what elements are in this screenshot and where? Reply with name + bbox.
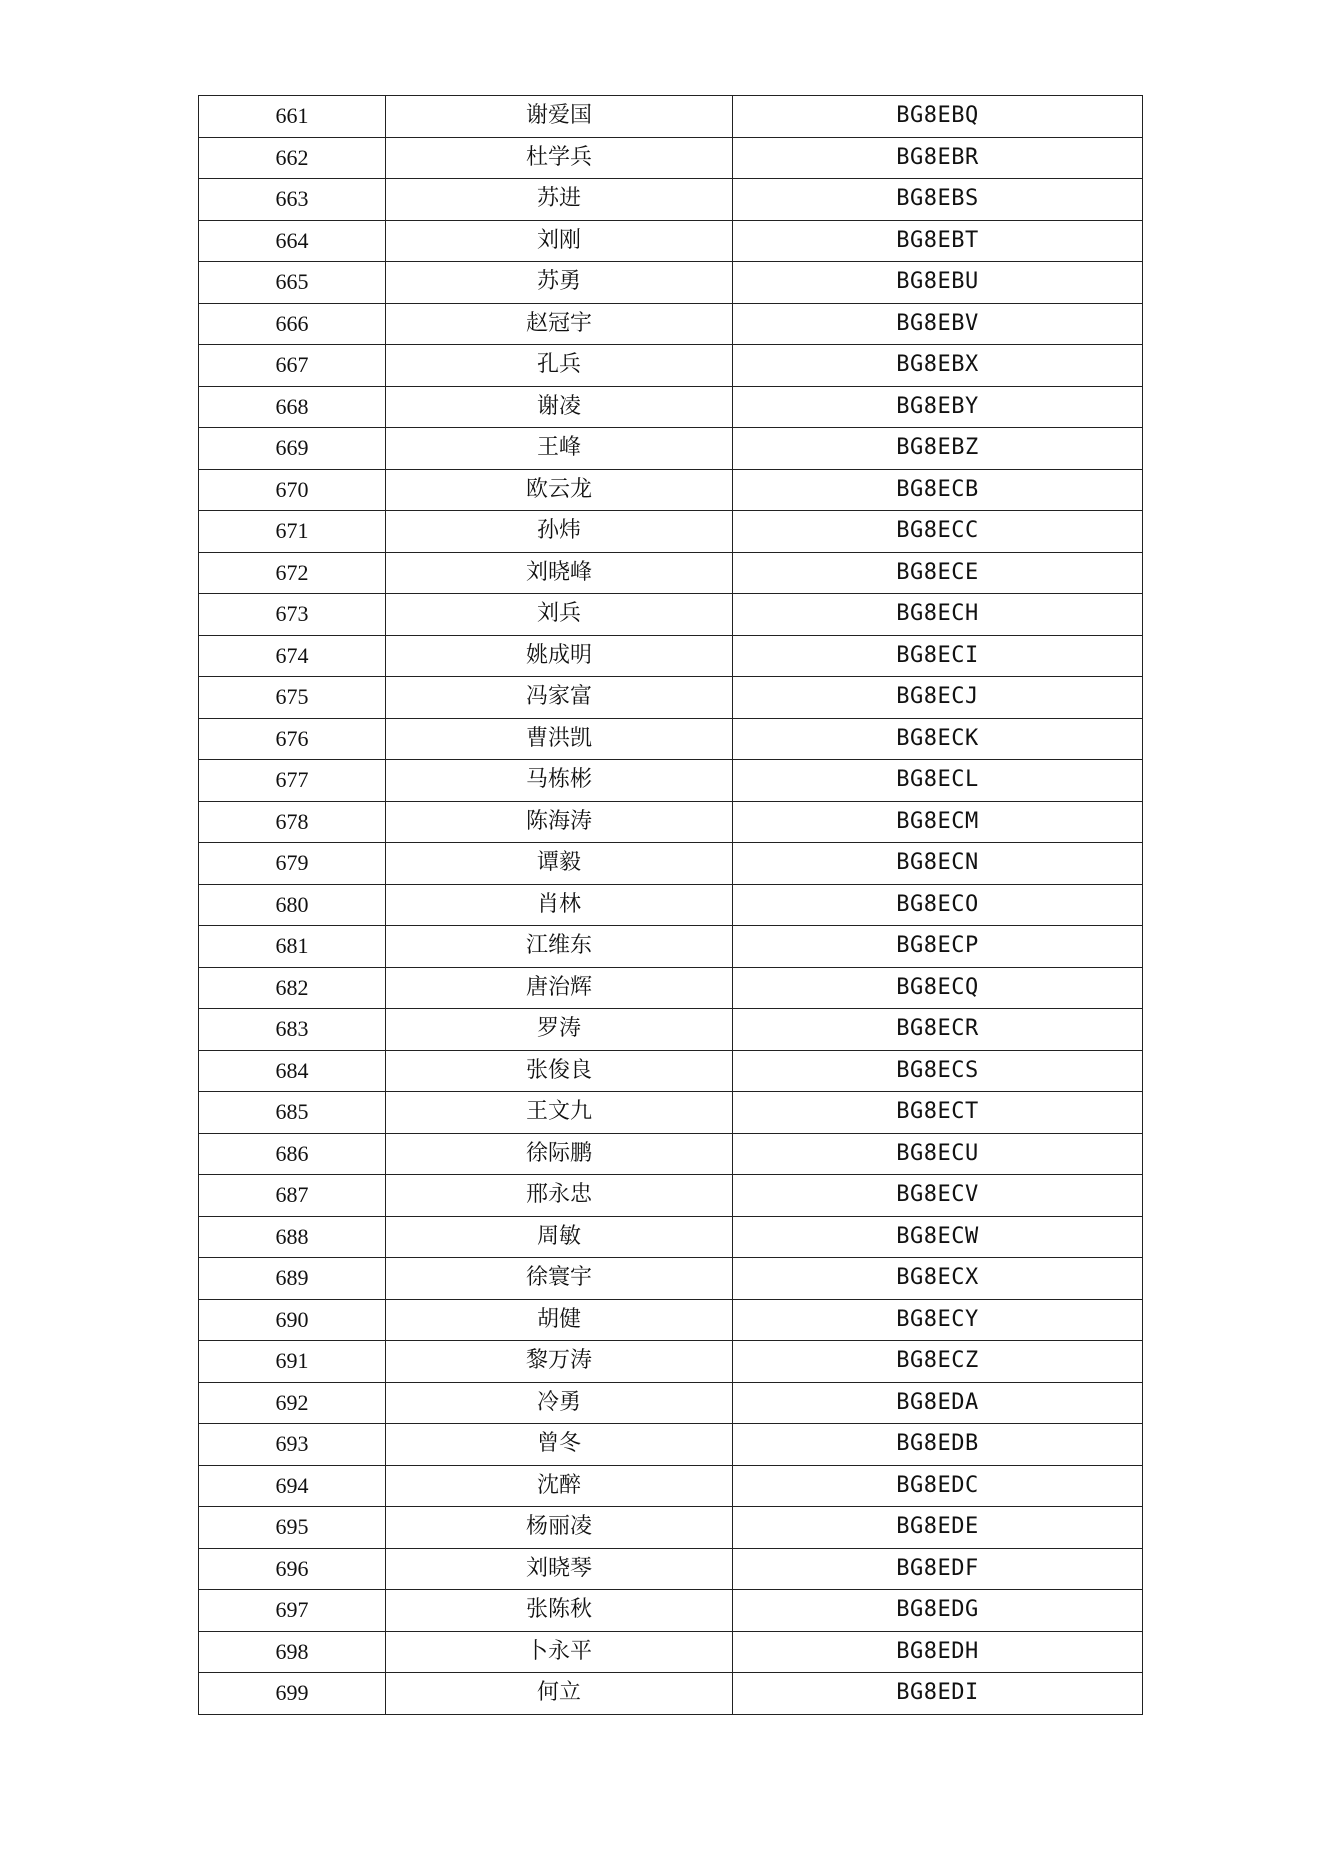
row-number: 667: [199, 345, 386, 387]
row-number: 685: [199, 1092, 386, 1134]
table-row: [199, 1175, 1143, 1217]
table-row: [199, 1424, 1143, 1466]
callsign: BG8ECZ: [733, 1341, 1143, 1383]
callsign: BG8ECH: [733, 594, 1143, 636]
table-row: [199, 1216, 1143, 1258]
person-name: 马栋彬: [386, 760, 733, 802]
table-row: [199, 1050, 1143, 1092]
person-name: 沈醉: [386, 1465, 733, 1507]
person-name: 刘兵: [386, 594, 733, 636]
callsign: BG8ECP: [733, 926, 1143, 968]
row-number: 671: [199, 511, 386, 553]
callsign: BG8ECQ: [733, 967, 1143, 1009]
callsign: BG8EBU: [733, 262, 1143, 304]
row-number: 694: [199, 1465, 386, 1507]
row-number: 670: [199, 469, 386, 511]
row-number: 672: [199, 552, 386, 594]
person-name: 杜学兵: [386, 137, 733, 179]
person-name: 徐际鹏: [386, 1133, 733, 1175]
person-name: 徐寰宇: [386, 1258, 733, 1300]
person-name: 刘刚: [386, 220, 733, 262]
table-row: [199, 428, 1143, 470]
table-row: [199, 469, 1143, 511]
callsign: BG8ECY: [733, 1299, 1143, 1341]
row-number: 668: [199, 386, 386, 428]
person-name: 谢凌: [386, 386, 733, 428]
table-row: [199, 179, 1143, 221]
table-row: [199, 1465, 1143, 1507]
callsign: BG8EBZ: [733, 428, 1143, 470]
person-name: 冷勇: [386, 1382, 733, 1424]
person-name: 杨丽凌: [386, 1507, 733, 1549]
table-row: [199, 1299, 1143, 1341]
row-number: 686: [199, 1133, 386, 1175]
table-row: [199, 1548, 1143, 1590]
table-row: [199, 1631, 1143, 1673]
row-number: 695: [199, 1507, 386, 1549]
row-number: 662: [199, 137, 386, 179]
table-row: [199, 677, 1143, 719]
row-number: 683: [199, 1009, 386, 1051]
callsign: BG8EBQ: [733, 96, 1143, 138]
callsign: BG8EBV: [733, 303, 1143, 345]
row-number: 681: [199, 926, 386, 968]
table-row: [199, 262, 1143, 304]
callsign: BG8EDG: [733, 1590, 1143, 1632]
row-number: 699: [199, 1673, 386, 1715]
callsign: BG8EDA: [733, 1382, 1143, 1424]
row-number: 698: [199, 1631, 386, 1673]
person-name: 刘晓琴: [386, 1548, 733, 1590]
row-number: 696: [199, 1548, 386, 1590]
person-name: 曾冬: [386, 1424, 733, 1466]
row-number: 680: [199, 884, 386, 926]
person-name: 罗涛: [386, 1009, 733, 1051]
person-name: 苏进: [386, 179, 733, 221]
table-row: [199, 1258, 1143, 1300]
table-row: [199, 345, 1143, 387]
person-name: 陈海涛: [386, 801, 733, 843]
callsign: BG8ECM: [733, 801, 1143, 843]
row-number: 673: [199, 594, 386, 636]
document-page: [198, 95, 1142, 1715]
person-name: 谭毅: [386, 843, 733, 885]
person-name: 冯家富: [386, 677, 733, 719]
callsign: BG8EBR: [733, 137, 1143, 179]
table-row: [199, 303, 1143, 345]
row-number: 684: [199, 1050, 386, 1092]
person-name: 曹洪凯: [386, 718, 733, 760]
callsign-table-body: [199, 96, 1143, 1715]
callsign: BG8EBS: [733, 179, 1143, 221]
callsign: BG8ECW: [733, 1216, 1143, 1258]
person-name: 肖林: [386, 884, 733, 926]
callsign: BG8ECS: [733, 1050, 1143, 1092]
row-number: 666: [199, 303, 386, 345]
row-number: 676: [199, 718, 386, 760]
table-row: [199, 220, 1143, 262]
callsign: BG8ECO: [733, 884, 1143, 926]
row-number: 689: [199, 1258, 386, 1300]
person-name: 唐治辉: [386, 967, 733, 1009]
table-row: [199, 760, 1143, 802]
callsign: BG8ECV: [733, 1175, 1143, 1217]
row-number: 669: [199, 428, 386, 470]
person-name: 赵冠宇: [386, 303, 733, 345]
row-number: 661: [199, 96, 386, 138]
table-row: [199, 1341, 1143, 1383]
row-number: 677: [199, 760, 386, 802]
person-name: 孔兵: [386, 345, 733, 387]
callsign: BG8ECJ: [733, 677, 1143, 719]
row-number: 678: [199, 801, 386, 843]
person-name: 王峰: [386, 428, 733, 470]
row-number: 665: [199, 262, 386, 304]
table-row: [199, 1092, 1143, 1134]
callsign: BG8EDE: [733, 1507, 1143, 1549]
table-row: [199, 1590, 1143, 1632]
callsign: BG8ECR: [733, 1009, 1143, 1051]
table-row: [199, 967, 1143, 1009]
table-row: [199, 137, 1143, 179]
callsign: BG8EDF: [733, 1548, 1143, 1590]
callsign: BG8ECI: [733, 635, 1143, 677]
row-number: 674: [199, 635, 386, 677]
person-name: 姚成明: [386, 635, 733, 677]
table-row: [199, 1133, 1143, 1175]
person-name: 黎万涛: [386, 1341, 733, 1383]
table-row: [199, 843, 1143, 885]
person-name: 张陈秋: [386, 1590, 733, 1632]
row-number: 697: [199, 1590, 386, 1632]
person-name: 江维东: [386, 926, 733, 968]
callsign: BG8EBY: [733, 386, 1143, 428]
callsign: BG8ECC: [733, 511, 1143, 553]
row-number: 691: [199, 1341, 386, 1383]
callsign: BG8EDC: [733, 1465, 1143, 1507]
row-number: 675: [199, 677, 386, 719]
callsign: BG8EBT: [733, 220, 1143, 262]
person-name: 张俊良: [386, 1050, 733, 1092]
row-number: 692: [199, 1382, 386, 1424]
table-row: [199, 718, 1143, 760]
callsign: BG8ECT: [733, 1092, 1143, 1134]
row-number: 693: [199, 1424, 386, 1466]
callsign: BG8ECU: [733, 1133, 1143, 1175]
person-name: 苏勇: [386, 262, 733, 304]
callsign: BG8ECB: [733, 469, 1143, 511]
person-name: 邢永忠: [386, 1175, 733, 1217]
table-row: [199, 511, 1143, 553]
table-row: [199, 1673, 1143, 1715]
table-row: [199, 884, 1143, 926]
person-name: 卜永平: [386, 1631, 733, 1673]
row-number: 679: [199, 843, 386, 885]
person-name: 周敏: [386, 1216, 733, 1258]
person-name: 胡健: [386, 1299, 733, 1341]
person-name: 谢爱国: [386, 96, 733, 138]
row-number: 663: [199, 179, 386, 221]
table-row: [199, 926, 1143, 968]
table-row: [199, 594, 1143, 636]
person-name: 何立: [386, 1673, 733, 1715]
callsign: BG8EDI: [733, 1673, 1143, 1715]
row-number: 688: [199, 1216, 386, 1258]
callsign-table: [198, 95, 1143, 1715]
callsign: BG8ECN: [733, 843, 1143, 885]
person-name: 欧云龙: [386, 469, 733, 511]
person-name: 刘晓峰: [386, 552, 733, 594]
row-number: 687: [199, 1175, 386, 1217]
callsign: BG8EDH: [733, 1631, 1143, 1673]
callsign: BG8EBX: [733, 345, 1143, 387]
table-row: [199, 635, 1143, 677]
callsign: BG8ECL: [733, 760, 1143, 802]
row-number: 682: [199, 967, 386, 1009]
callsign: BG8ECX: [733, 1258, 1143, 1300]
table-row: [199, 801, 1143, 843]
row-number: 690: [199, 1299, 386, 1341]
callsign: BG8ECE: [733, 552, 1143, 594]
callsign: BG8EDB: [733, 1424, 1143, 1466]
person-name: 孙炜: [386, 511, 733, 553]
table-row: [199, 1382, 1143, 1424]
table-row: [199, 1009, 1143, 1051]
table-row: [199, 96, 1143, 138]
table-row: [199, 1507, 1143, 1549]
person-name: 王文九: [386, 1092, 733, 1134]
table-row: [199, 552, 1143, 594]
row-number: 664: [199, 220, 386, 262]
callsign: BG8ECK: [733, 718, 1143, 760]
table-row: [199, 386, 1143, 428]
